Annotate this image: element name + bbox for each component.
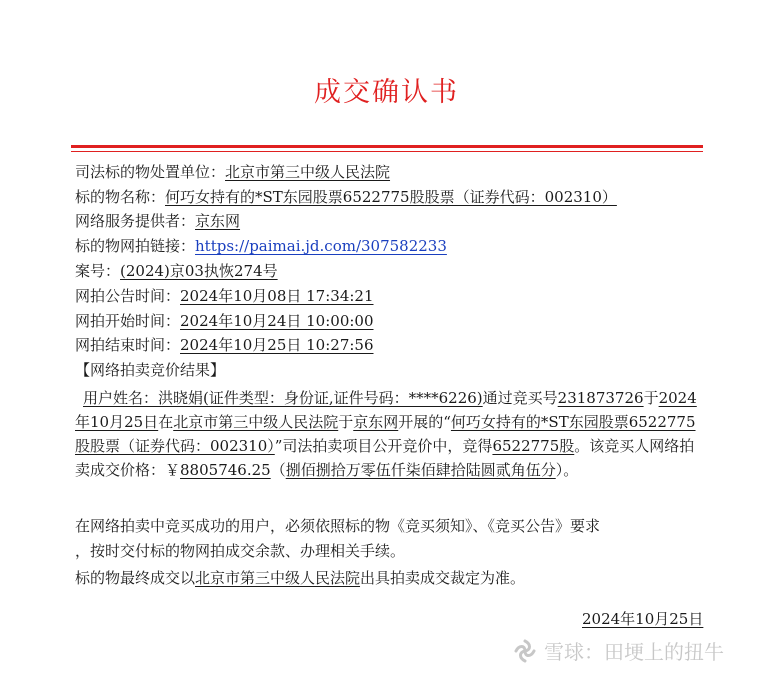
field-value: (2024)京03执恢274号 [120, 262, 278, 280]
field-label: 标的物名称： [75, 188, 166, 206]
sign-date: 2024年10月25日 [582, 610, 704, 628]
result-paragraph: 用户姓名：洪晓娟(证件类型：身份证,证件号码：****6226)通过竞买号231873726于2024年10月25日在北京市第三中级人民法院于京东网开展的“何巧女持有的*ST东园股票6522775股股票（证券代码：002310）”司法拍卖项目公开竞价中，竞得6522775股。该竞买人网络拍卖成交价格：￥8805746.25（捌佰捌拾万零伍仟柒佰肆拾陆圆贰角伍分）。 [75, 389, 697, 479]
watermark [512, 636, 724, 665]
deal-price: 8805746.25 [180, 461, 271, 479]
field-value: 2024年10月24日 10:00:00 [180, 312, 374, 330]
field-value: 北京市第三中级人民法院 [225, 163, 391, 181]
field-start-time [75, 311, 374, 331]
bid-number: 231873726 [557, 389, 644, 407]
field-value: 2024年10月08日 17:34:21 [180, 287, 374, 305]
notice-line-1: 在网络拍卖中竞买成功的用户，必须依照标的物《竞买须知》、《竞买公告》要求 [75, 517, 601, 535]
field-label: 网络服务提供者： [75, 212, 196, 230]
field-disposal-unit [75, 162, 390, 182]
snowball-logo-icon [512, 638, 538, 664]
buyer-info: 用户姓名：洪晓娟(证件类型：身份证,证件号码：****6226) [83, 389, 483, 407]
field-auction-link [75, 236, 447, 256]
result-heading: 【网络拍卖竞价结果】 [75, 361, 226, 379]
watermark-text: 雪球：田埂上的扭牛 [544, 640, 724, 664]
field-end-time [75, 335, 374, 355]
field-item-name [75, 187, 617, 207]
notice-line-2: ，按时交付标的物网拍成交余款、办理相关手续。 [75, 542, 406, 560]
field-label: 标的物网拍链接： [75, 237, 196, 255]
field-value: 何巧女持有的*ST东园股票6522775股股票（证券代码：002310） [165, 188, 617, 206]
court-name: 北京市第三中级人民法院 [173, 413, 339, 431]
field-label: 网拍开始时间： [75, 312, 181, 330]
platform-name: 京东网 [353, 413, 399, 431]
field-label: 司法标的物处置单位： [75, 163, 226, 181]
field-label: 网拍结束时间： [75, 336, 181, 354]
field-value: 京东网 [195, 212, 241, 230]
share-count: 6522775股 [492, 437, 575, 455]
court-name: 北京市第三中级人民法院 [195, 569, 361, 587]
field-service-provider [75, 211, 240, 231]
deal-date: 2024年10月25日 [75, 389, 697, 431]
final-statement: 标的物最终成交以北京市第三中级人民法院出具拍卖成交裁定为准。 [75, 569, 526, 587]
deal-price-words: 捌佰捌拾万零伍仟柒佰肆拾陆圆贰角伍分 [285, 461, 556, 479]
field-value: 2024年10月25日 10:27:56 [180, 336, 374, 354]
field-label: 网拍公告时间： [75, 287, 181, 305]
item-name: 何巧女持有的*ST东园股票6522775股股票（证券代码：002310） [75, 413, 696, 455]
field-case-number [75, 261, 278, 281]
title-rule-thin [71, 151, 703, 152]
field-announce-time [75, 286, 374, 306]
field-label: 案号： [75, 262, 121, 280]
title-rule-thick [71, 145, 703, 148]
document-title: 成交确认书 [314, 77, 459, 108]
auction-link[interactable]: https://paimai.jd.com/307582233 [195, 237, 447, 255]
